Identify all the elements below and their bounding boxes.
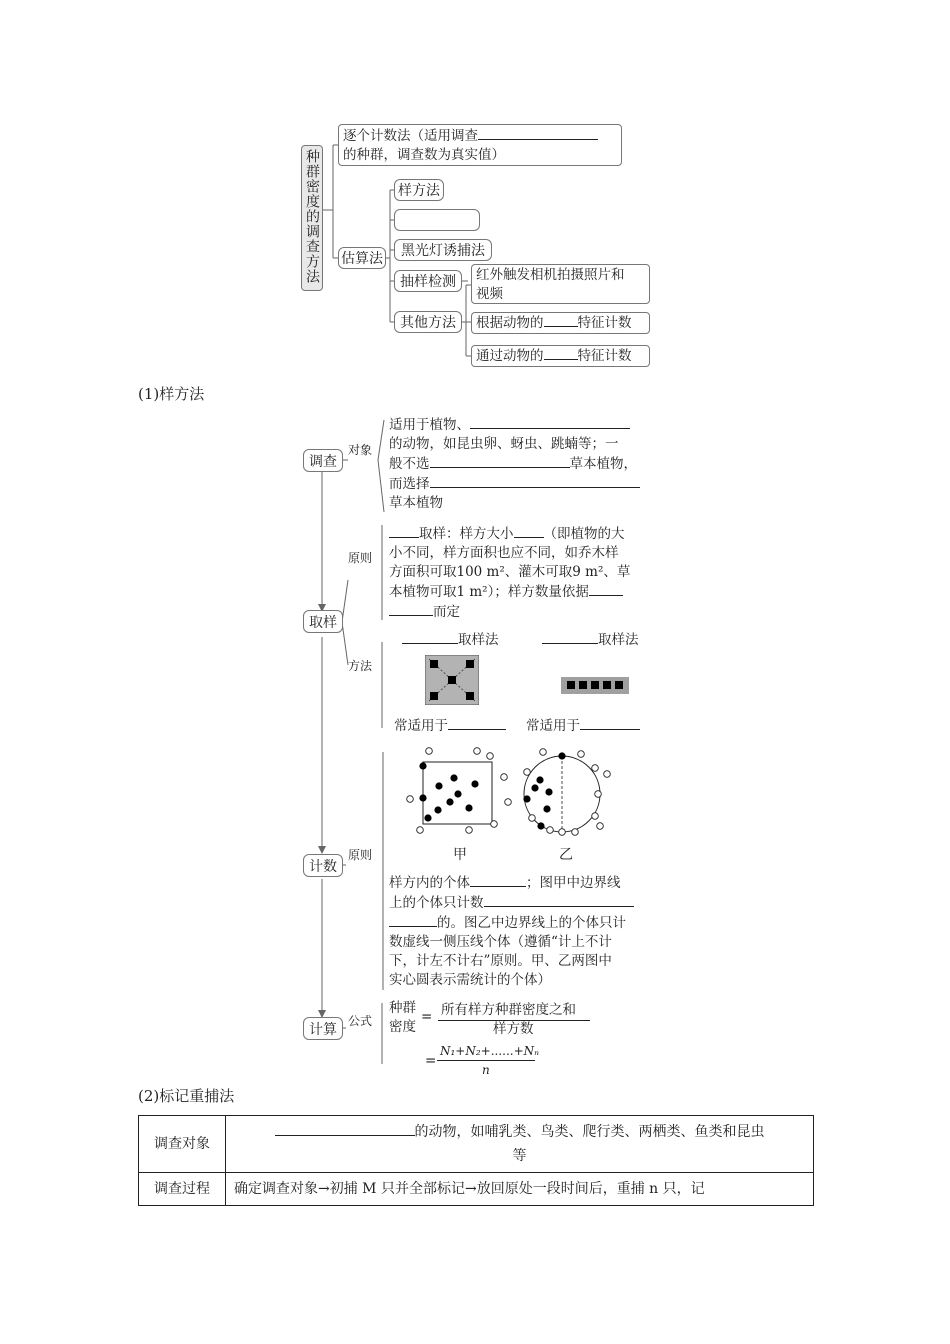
section2-title: (2)标记重捕法 [138, 1087, 235, 1105]
square-quadrat-diagram [404, 744, 514, 836]
count-t1a: 样方内的个体 [389, 875, 470, 891]
survey-l1: 适用于植物、 [389, 417, 470, 433]
blank [484, 893, 634, 907]
camera-line2: 视频 [476, 286, 503, 302]
table-r1-text: 的动物，如哺乳类、鸟类、爬行类、两栖类、鱼类和昆虫 [414, 1124, 765, 1140]
section1-title: (1)样方法 [138, 385, 205, 403]
quadrat-node: 样方法 [394, 179, 444, 201]
by-feature-a: 根据动物的 [476, 315, 544, 331]
blank [389, 524, 419, 538]
circle-quadrat-diagram [512, 742, 618, 838]
calc-den: 样方数 [493, 1021, 534, 1037]
sample-use2: 常适用于 [526, 718, 580, 734]
table-r1-text2: 等 [512, 1148, 527, 1164]
root-node [301, 145, 323, 291]
calc-den2: n [482, 1063, 490, 1077]
table-row [139, 1173, 814, 1206]
sample-p3: 方面积可取100 m²、灌木可取9 m²、草 [389, 564, 631, 580]
sample-m2: 取样法 [598, 632, 639, 648]
mark-recapture-table [138, 1115, 814, 1206]
diagram-label-jia: 甲 [453, 847, 467, 863]
via-feature-b: 特征计数 [577, 348, 632, 364]
blank [402, 630, 458, 644]
five-point-diagram [425, 655, 479, 705]
count-node: 计数 [303, 854, 343, 877]
survey-node: 调查 [303, 449, 343, 472]
estimate-node: 估算法 [338, 247, 386, 269]
blank [448, 716, 506, 730]
calc-lhs2: 密度 [389, 1019, 416, 1035]
count-t3: 的。图乙中边界线上的个体只计 [437, 915, 626, 931]
blank [470, 415, 630, 429]
table-r2-text: 确定调查对象→初捕 M 只并全部标记→放回原处一段时间后，重捕 n 只，记 [226, 1173, 814, 1206]
sampling-node: 抽样检测 [394, 270, 462, 292]
camera-line1: 红外触发相机拍摄照片和 [476, 267, 625, 283]
sample-principle-text [389, 524, 630, 622]
sample-p1a: 取样：样方大小 [419, 526, 514, 542]
empty-node [394, 209, 480, 231]
calc-eq1: = [421, 1009, 433, 1025]
sample-node: 取样 [303, 610, 343, 633]
count-t6: 实心圆表示需统计的个体） [389, 972, 551, 988]
sample-use1: 常适用于 [394, 718, 448, 734]
survey-l5: 草本植物 [389, 495, 443, 511]
survey-l2: 的动物，如昆虫卵、蚜虫、跳蝻等；一 [389, 436, 619, 452]
count-t5: 下，计左不计右”原则。甲、乙两图中 [389, 953, 612, 969]
by-feature-b: 特征计数 [577, 315, 632, 331]
calc-num: 所有样方种群密度之和 [441, 1002, 576, 1018]
blank [478, 126, 598, 140]
survey-text [389, 415, 640, 513]
survey-l3b: 草本植物， [569, 456, 637, 472]
via-feature-a: 通过动物的 [476, 348, 544, 364]
root-label: 种群密度的调查方法 [304, 149, 320, 284]
sample-p1b: （即植物的大 [543, 526, 625, 542]
via-feature-box [471, 345, 650, 367]
blank [430, 454, 570, 468]
count-method-line1: 逐个计数法（适用调查 [343, 128, 478, 144]
blank [514, 524, 544, 538]
count-t1b: ；图甲中边界线 [526, 875, 621, 891]
calc-eq2: = [425, 1053, 437, 1069]
table-cell-object [226, 1116, 814, 1173]
count-text [389, 873, 634, 990]
count-t4: 数虚线一侧压线个体（遵循“计上不计 [389, 934, 612, 950]
blank [544, 313, 578, 327]
survey-l3a: 般不选 [389, 456, 430, 472]
sample-principle-label: 原则 [348, 551, 373, 565]
camera-box [471, 264, 650, 304]
other-node: 其他方法 [394, 311, 462, 333]
blank [389, 602, 433, 616]
blank [430, 474, 640, 488]
blank [389, 913, 437, 927]
survey-object-label: 对象 [348, 443, 373, 457]
table-head-object: 调查对象 [139, 1116, 226, 1173]
sample-p2: 小不同，样方面积也应不同，如乔木样 [389, 545, 619, 561]
count-method-box [338, 124, 622, 166]
blacklight-node: 黑光灯诱捕法 [394, 239, 492, 261]
count-t2: 上的个体只计数 [389, 895, 484, 911]
sample-method-label: 方法 [348, 659, 373, 673]
count-method-line2: 的种群，调查数为真实值） [343, 147, 505, 163]
calc-lhs1: 种群 [389, 1000, 416, 1016]
survey-l4: 而选择 [389, 476, 430, 492]
blank [544, 346, 578, 360]
sample-p5: 而定 [433, 604, 460, 620]
table-head-process: 调查过程 [139, 1173, 226, 1206]
blank [580, 716, 640, 730]
blank [542, 630, 598, 644]
calc-node: 计算 [303, 1017, 343, 1040]
calc-num2: N₁+N₂+......+Nₙ [440, 1044, 540, 1058]
equidistant-diagram [561, 677, 629, 694]
blank [470, 873, 526, 887]
blank [589, 582, 623, 596]
count-principle-label: 原则 [348, 848, 373, 862]
calc-formula-label: 公式 [348, 1014, 373, 1028]
sample-m1: 取样法 [458, 632, 499, 648]
diagram-label-yi: 乙 [559, 847, 573, 863]
blank [275, 1122, 415, 1136]
sample-p4: 本植物可取1 m²）；样方数量依据 [389, 584, 589, 600]
table-row [139, 1116, 814, 1173]
by-feature-box [471, 312, 650, 334]
